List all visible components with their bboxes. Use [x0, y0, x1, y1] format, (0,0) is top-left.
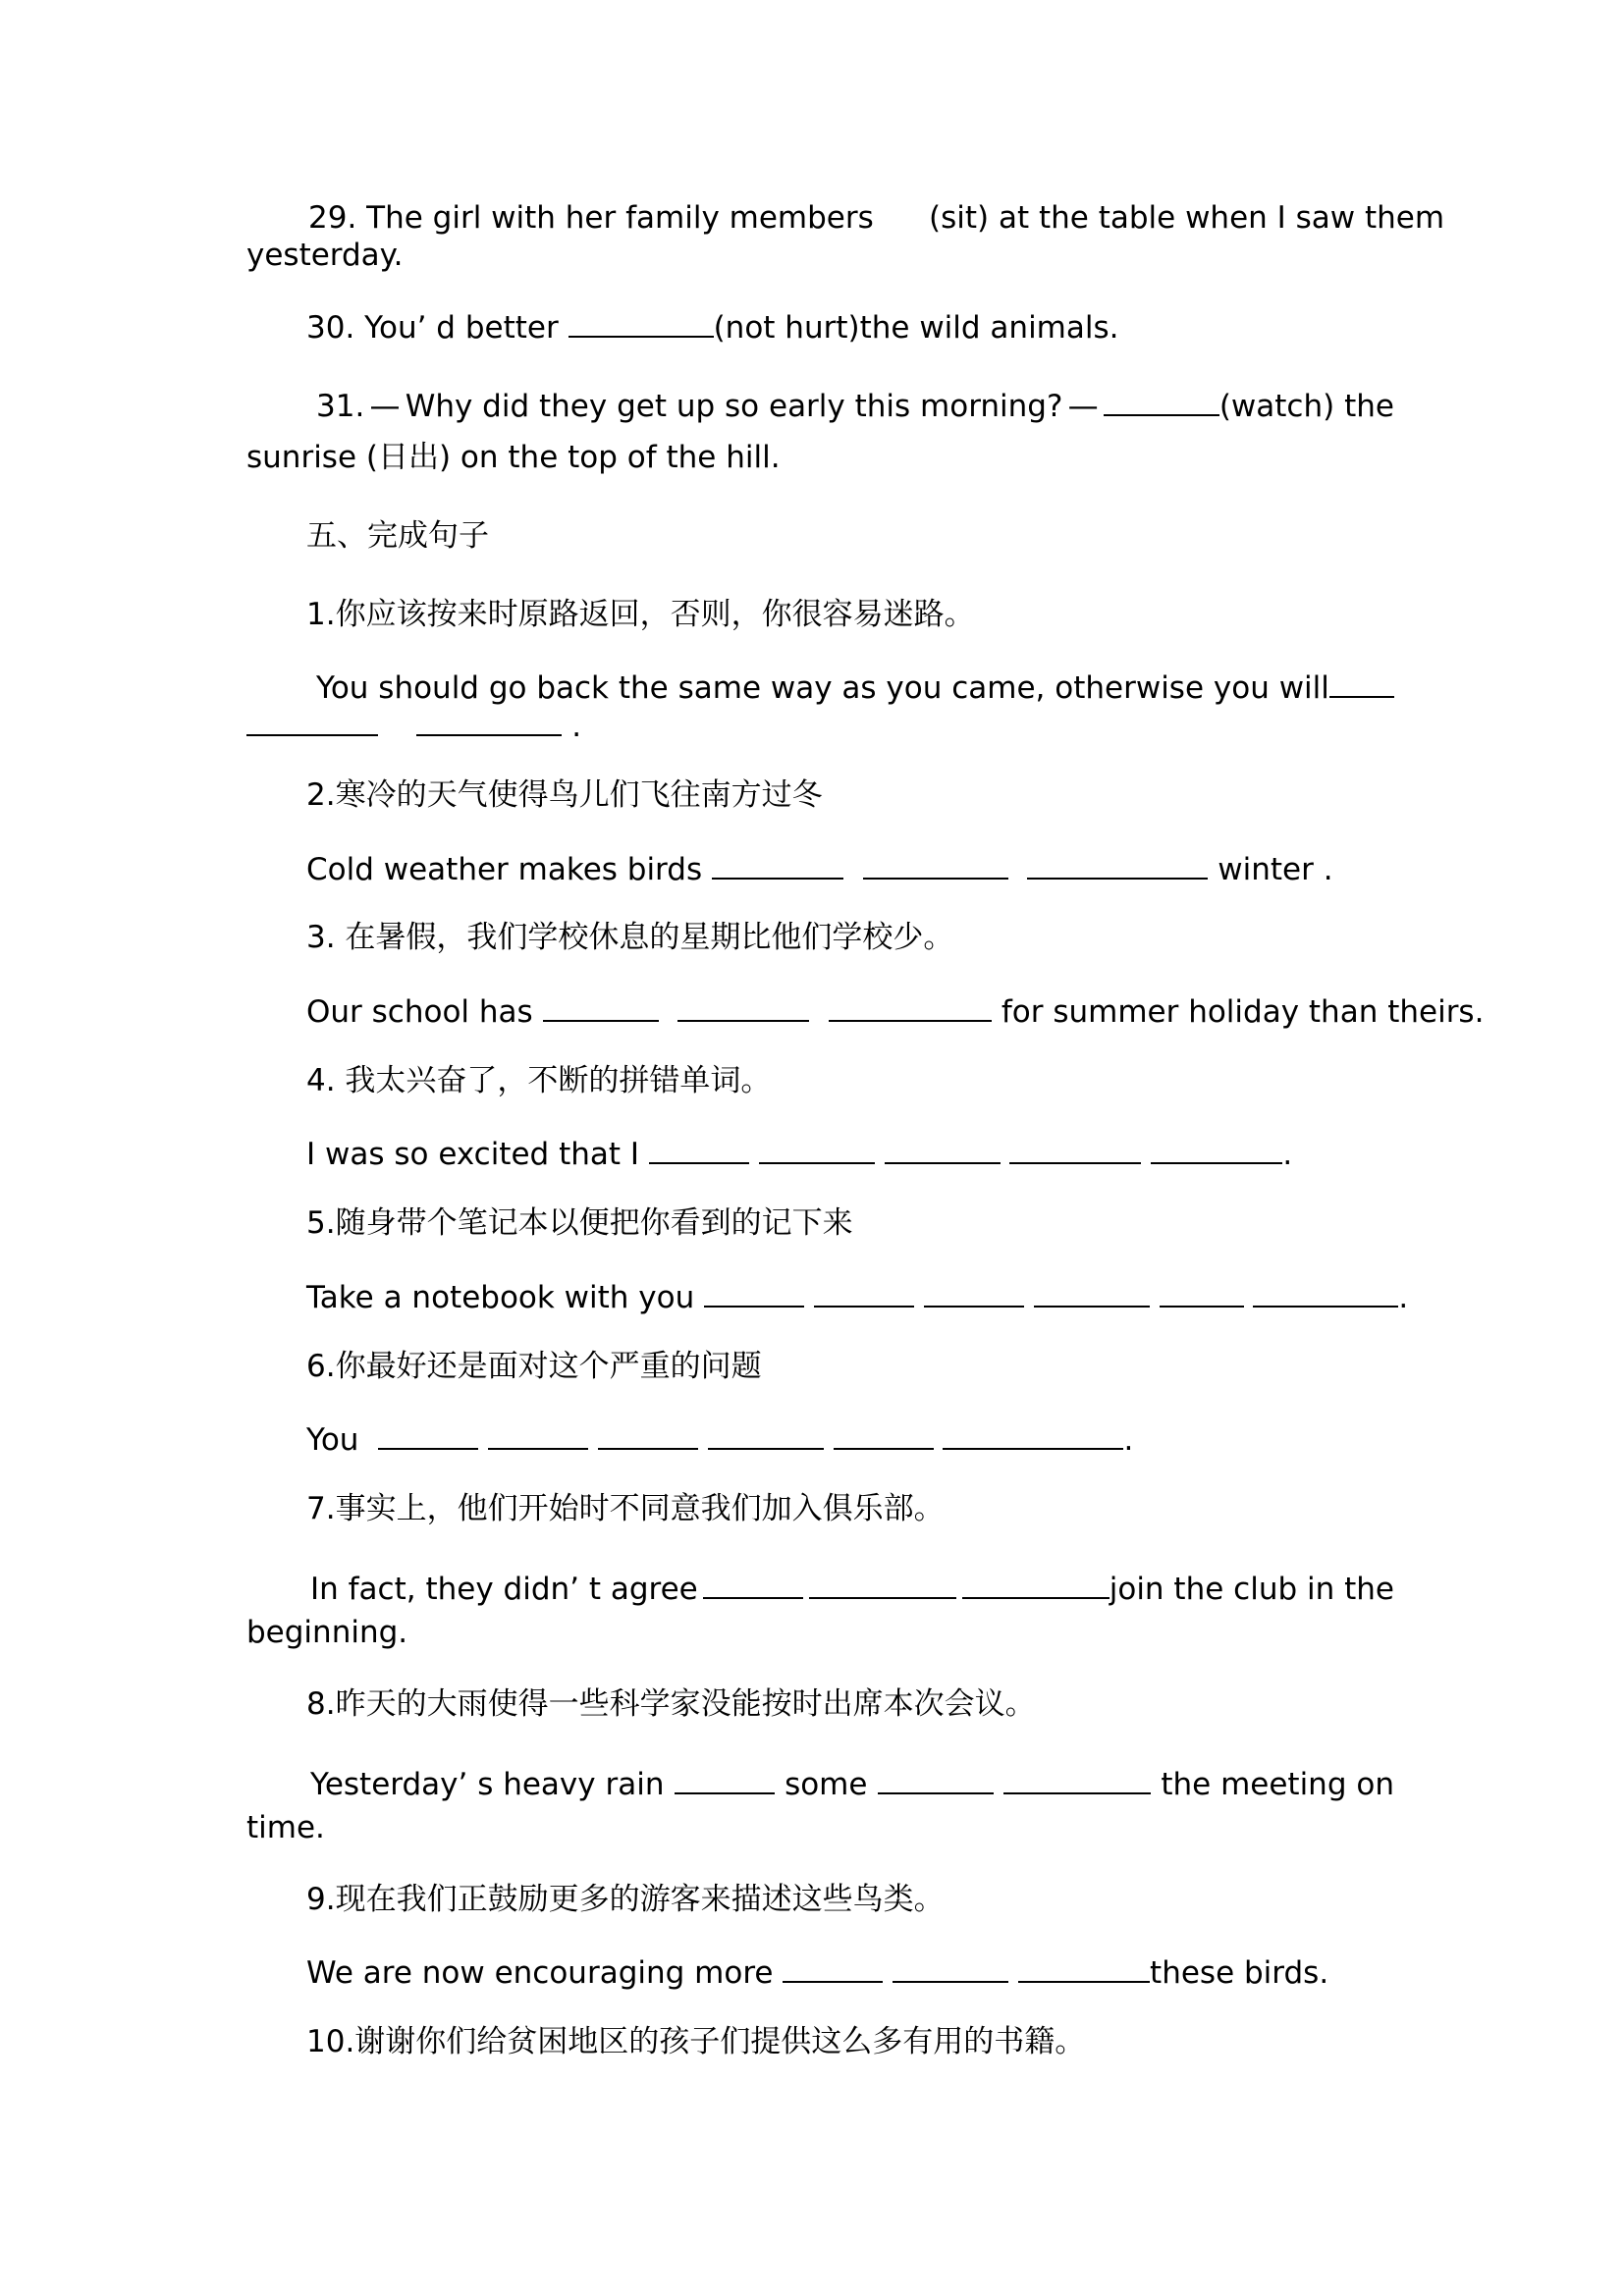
answer-blank[interactable] [543, 990, 659, 1022]
answer-blank[interactable] [1253, 1276, 1398, 1308]
item5-chinese: 5.随身带个笔记本以便把你看到的记下来 [306, 1205, 853, 1241]
answer-blank[interactable] [416, 705, 562, 736]
item6-english: You . [306, 1418, 1133, 1460]
answer-blank[interactable] [1003, 1763, 1151, 1794]
answer-blank[interactable] [829, 990, 992, 1022]
answer-blank[interactable] [809, 1568, 956, 1599]
item4-english: I was so excited that I . [306, 1133, 1292, 1174]
answer-blank[interactable] [885, 1133, 1001, 1164]
answer-blank[interactable] [834, 1418, 934, 1450]
item3-chinese: 3. 在暑假，我们学校休息的星期比他们学校少。 [306, 920, 954, 955]
q29-line1-left: 29. The girl with her family members [308, 200, 874, 236]
answer-blank[interactable] [1034, 1276, 1150, 1308]
answer-blank[interactable] [893, 1951, 1008, 1983]
answer-blank[interactable] [708, 1418, 824, 1450]
item5-english: Take a notebook with you . [306, 1276, 1408, 1317]
item1-chinese: 1.你应该按来时原路返回，否则，你很容易迷路。 [306, 597, 975, 632]
answer-blank[interactable] [814, 1276, 914, 1308]
answer-blank[interactable] [1160, 1276, 1244, 1308]
answer-blank[interactable] [568, 306, 714, 338]
q31-line2: sunrise (日出) on the top of the hill. [246, 440, 781, 475]
item1-english-line2: . [246, 705, 581, 746]
answer-blank[interactable] [246, 705, 378, 736]
item9-english: We are now encouraging more these birds. [306, 1951, 1328, 1993]
q29-line2: yesterday. [246, 238, 404, 273]
answer-blank[interactable] [878, 1763, 994, 1794]
answer-blank[interactable] [649, 1133, 749, 1164]
answer-blank[interactable] [1104, 385, 1219, 416]
section-title: 五、完成句子 [306, 518, 489, 554]
q29-line1-right: (sit) at the table when I saw them [929, 200, 1445, 236]
answer-blank[interactable] [863, 848, 1008, 880]
item2-chinese: 2.寒冷的天气使得鸟儿们飞往南方过冬 [306, 777, 823, 813]
item1-english-line1: You should go back the same way as you came, otherwise you will [316, 667, 1394, 708]
item9-chinese: 9.现在我们正鼓励更多的游客来描述这些鸟类。 [306, 1882, 945, 1917]
item10-chinese: 10.谢谢你们给贫困地区的孩子们提供这么多有用的书籍。 [306, 2024, 1086, 2059]
answer-blank[interactable] [1151, 1133, 1282, 1164]
item6-chinese: 6.你最好还是面对这个严重的问题 [306, 1349, 762, 1384]
answer-blank[interactable] [675, 1763, 775, 1794]
answer-blank[interactable] [759, 1133, 875, 1164]
item7-english-line1: In fact, they didn’ t agree join the club in the [310, 1568, 1394, 1609]
item8-english-line2: time. [246, 1810, 325, 1845]
item4-chinese: 4. 我太兴奋了，不断的拼错单词。 [306, 1063, 772, 1098]
answer-blank[interactable] [704, 1276, 804, 1308]
answer-blank[interactable] [1018, 1951, 1150, 1983]
answer-blank[interactable] [488, 1418, 588, 1450]
answer-blank[interactable] [1329, 667, 1394, 698]
item8-chinese: 8.昨天的大雨使得一些科学家没能按时出席本次会议。 [306, 1686, 1036, 1722]
answer-blank[interactable] [703, 1568, 803, 1599]
answer-blank[interactable] [378, 1418, 478, 1450]
item8-english-line1: Yesterday’ s heavy rain some the meeting on [310, 1763, 1394, 1804]
answer-blank[interactable] [1027, 848, 1208, 880]
item7-english-line2: beginning. [246, 1615, 408, 1650]
answer-blank[interactable] [677, 990, 809, 1022]
answer-blank[interactable] [924, 1276, 1024, 1308]
answer-blank[interactable] [962, 1568, 1110, 1599]
item7-chinese: 7.事实上，他们开始时不同意我们加入俱乐部。 [306, 1491, 945, 1526]
answer-blank[interactable] [712, 848, 843, 880]
answer-blank[interactable] [943, 1418, 1123, 1450]
item2-english: Cold weather makes birds winter . [306, 848, 1333, 889]
item3-english: Our school has for summer holiday than theirs. [306, 990, 1484, 1032]
q31-line1: 31. — Why did they get up so early this morning? — (watch) the [316, 385, 1394, 426]
answer-blank[interactable] [598, 1418, 698, 1450]
answer-blank[interactable] [783, 1951, 883, 1983]
q30-line: 30. You’ d better (not hurt)the wild animals. [306, 306, 1119, 347]
answer-blank[interactable] [1009, 1133, 1141, 1164]
